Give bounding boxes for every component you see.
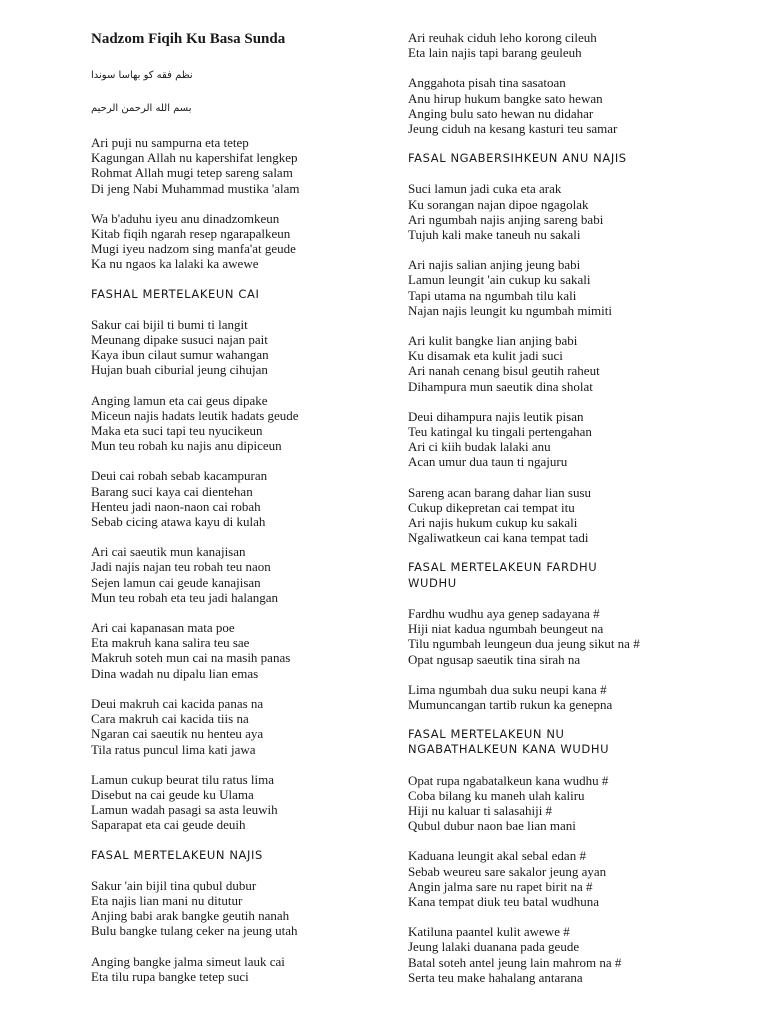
verse-line: Katiluna paantel kulit awewe # <box>408 924 570 940</box>
verse-line: Ari puji nu sampurna eta tetep <box>91 135 249 150</box>
verse-line: Suci lamun jadi cuka eta arak <box>408 181 562 197</box>
stanza <box>408 682 748 712</box>
verse-line: Kaya ibun cilaut sumur wahangan <box>91 347 269 363</box>
verse-line: Jadi najis najan teu robah teu naon <box>91 559 271 575</box>
stanza <box>91 468 431 529</box>
verse-line: Hiji niat kadua ngumbah beungeut na <box>408 621 604 637</box>
verse-line: Ngaliwatkeun cai kana tempat tadi <box>408 530 589 546</box>
verse-line: Cara makruh cai kacida tiis na <box>91 711 249 727</box>
verse-line: Opat ngusap saeutik tina sirah na <box>408 651 581 667</box>
verse-line: Serta teu make hahalang antarana <box>408 969 583 985</box>
verse-line: Najan najis leungit ku ngumbah mimiti <box>408 302 613 318</box>
verse-line: Sakur 'ain bijil tina qubul dubur <box>91 877 257 893</box>
section-heading-line: NGABATHALKEUN KANA WUDHU <box>408 742 610 757</box>
verse-line: Sakur cai bijil ti bumi ti langit <box>91 316 248 332</box>
stanza <box>91 393 431 454</box>
stanza <box>91 317 431 378</box>
verse-line: Ku disamak eta kulit jadi suci <box>408 348 563 364</box>
arabic-line: نظم فقه كو بهاسا سوندا <box>91 70 193 81</box>
verse-line: Anging lamun eta cai geus dipake <box>91 392 268 408</box>
stanza <box>91 620 431 681</box>
verse-line: Ka nu ngaos ka lalaki ka awewe <box>91 256 259 272</box>
verse-line: Barang suci kaya cai dientehan <box>91 483 253 499</box>
section-heading <box>408 727 748 757</box>
stanza <box>408 606 748 667</box>
stanza <box>408 257 748 318</box>
verse-line: Anging bangke jalma simeut lauk cai <box>91 953 285 969</box>
verse-line: Ari cai saeutik mun kanajisan <box>91 544 246 560</box>
verse-line: Kaduana leungit akal sebal edan # <box>408 848 586 864</box>
verse-line: Maka eta suci tapi teu nyucikeun <box>91 423 263 439</box>
stanza <box>408 485 748 546</box>
verse-line: Deui dihampura najis leutik pisan <box>408 408 584 424</box>
verse-line: Coba bilang ku maneh ulah kaliru <box>408 787 585 803</box>
right-column <box>408 30 748 1000</box>
verse-line: Ari nanah cenang bisul geutih raheut <box>408 363 600 379</box>
stanza <box>408 773 748 834</box>
verse-line: Meunang dipake susuci najan pait <box>91 332 268 348</box>
verse-line: Deui makruh cai kacida panas na <box>91 695 264 711</box>
verse-line: Teu katingal ku tingali pertengahan <box>408 424 592 440</box>
verse-line: Jeung ciduh na kesang kasturi teu samar <box>408 121 618 137</box>
stanza <box>91 135 431 196</box>
verse-line: Mun teu robah ku najis anu dipiceun <box>91 438 282 454</box>
stanza <box>91 772 431 833</box>
verse-line: Eta makruh kana salira teu sae <box>91 635 250 651</box>
verse-line: Eta lain najis tapi barang geuleuh <box>408 45 582 61</box>
stanza <box>408 409 748 470</box>
verse-line: Jeung lalaki duanana pada geude <box>408 939 580 955</box>
verse-line: Ari kulit bangke lian anjing babi <box>408 333 578 349</box>
stanza <box>408 181 748 242</box>
stanza <box>408 333 748 394</box>
verse-line: Ku sorangan najan dipoe ngagolak <box>408 196 589 212</box>
verse-line: Lamun cukup beurat tilu ratus lima <box>91 771 275 787</box>
verse-line: Hujan buah ciburial jeung cihujan <box>91 362 268 378</box>
verse-line: Wa b'aduhu iyeu anu dinadzomkeun <box>91 210 280 226</box>
section-heading: FASAL MERTELAKEUN NAJIS <box>91 847 263 862</box>
verse-line: Sareng acan barang dahar lian susu <box>408 484 592 500</box>
stanza <box>408 75 748 136</box>
stanza <box>91 544 431 605</box>
stanza <box>91 696 431 757</box>
stanza <box>408 924 748 985</box>
verse-line: Sebab weureu sare sakalor jeung ayan <box>408 863 607 879</box>
verse-line: Opat rupa ngabatalkeun kana wudhu # <box>408 772 609 788</box>
section-heading: FASHAL MERTELAKEUN CAI <box>91 286 260 301</box>
verse-line: Dina wadah nu dipalu lian emas <box>91 665 259 681</box>
verse-line: Fardhu wudhu aya genep sadayana # <box>408 605 600 621</box>
section-heading: FASAL NGABERSIHKEUN ANU NAJIS <box>408 151 627 166</box>
verse-line: Di jeng Nabi Muhammad mustika 'alam <box>91 180 300 196</box>
stanza <box>408 848 748 909</box>
stanza <box>91 211 431 272</box>
verse-line: Saparapat eta cai geude deuih <box>91 817 246 833</box>
verse-line: Eta najis lian mani nu ditutur <box>91 892 243 908</box>
left-column <box>91 30 431 999</box>
verse-line: Kitab fiqih ngarah resep ngarapalkeun <box>91 226 291 242</box>
verse-line: Ari ci kiih budak lalaki anu <box>408 439 551 455</box>
verse-line: Qubul dubur naon bae lian mani <box>408 818 576 834</box>
section-heading-line: WUDHU <box>408 575 457 590</box>
verse-line: Eta tilu rupa bangke tetep suci <box>91 968 249 984</box>
verse-line: Anggahota pisah tina sasatoan <box>408 75 566 91</box>
verse-line: Anging bulu sato hewan nu didahar <box>408 105 594 121</box>
verse-line: Tilu ngumbah leungeun dua jeung sikut na # <box>408 636 640 652</box>
verse-line: Hiji nu kaluar ti salasahiji # <box>408 802 553 818</box>
verse-line: Mugi iyeu nadzom sing manfa'at geude <box>91 241 296 257</box>
verse-line: Kana tempat diuk teu batal wudhuna <box>408 893 599 909</box>
verse-line: Ari najis salian anjing jeung babi <box>408 257 581 273</box>
verse-line: Disebut na cai geude ku Ulama <box>91 786 254 802</box>
verse-line: Sebab cicing atawa kayu di kulah <box>91 514 266 530</box>
verse-line: Lamun leungit 'ain cukup ku sakali <box>408 272 591 288</box>
verse-line: Rohmat Allah mugi tetep sareng salam <box>91 165 293 181</box>
verse-line: Lamun wadah pasagi sa asta leuwih <box>91 802 278 818</box>
verse-line: Ari cai kapanasan mata poe <box>91 620 235 636</box>
verse-line: Acan umur dua taun ti ngajuru <box>408 454 568 470</box>
verse-line: Kagungan Allah nu kapershifat lengkep <box>91 150 298 166</box>
verse-line: Anu hirup hukum bangke sato hewan <box>408 90 603 106</box>
document-title: Nadzom Fiqih Ku Basa Sunda <box>91 31 286 47</box>
section-heading-line: FASAL MERTELAKEUN FARDHU <box>408 560 598 575</box>
verse-line: Henteu jadi naon-naon cai robah <box>91 498 261 514</box>
section-heading <box>408 560 748 590</box>
verse-line: Sejen lamun cai geude kanajisan <box>91 574 261 590</box>
verse-line: Cukup dikepretan cai tempat itu <box>408 499 575 515</box>
verse-line: Miceun najis hadats leutik hadats geude <box>91 407 299 423</box>
arabic-line: بسم الله الرحمن الرحيم <box>91 103 192 114</box>
stanza <box>408 30 748 60</box>
stanza <box>91 954 431 984</box>
verse-line: Tujuh kali make taneuh nu sakali <box>408 227 581 243</box>
verse-line: Makruh soteh mun cai na masih panas <box>91 650 291 666</box>
verse-line: Ari najis hukum cukup ku sakali <box>408 515 578 531</box>
verse-line: Ngaran cai saeutik nu henteu aya <box>91 726 264 742</box>
verse-line: Angin jalma sare nu rapet birit na # <box>408 878 593 894</box>
verse-line: Deui cai robah sebab kacampuran <box>91 468 268 484</box>
verse-line: Batal soteh antel jeung lain mahrom na # <box>408 954 622 970</box>
verse-line: Tapi utama na ngumbah tilu kali <box>408 287 577 303</box>
verse-line: Mun teu robah eta teu jadi halangan <box>91 589 278 605</box>
verse-line: Ari reuhak ciduh leho korong cileuh <box>408 30 597 45</box>
verse-line: Anjing babi arak bangke geutih nanah <box>91 908 290 924</box>
section-heading-line: FASAL MERTELAKEUN NU <box>408 727 565 742</box>
verse-line: Ari ngumbah najis anjing sareng babi <box>408 211 604 227</box>
verse-line: Bulu bangke tulang ceker na jeung utah <box>91 923 298 939</box>
verse-line: Tila ratus puncul lima kati jawa <box>91 741 256 757</box>
verse-line: Dihampura mun saeutik dina sholat <box>408 378 593 394</box>
stanza <box>91 878 431 939</box>
verse-line: Mumuncangan tartib rukun ka genepna <box>408 696 613 712</box>
verse-line: Lima ngumbah dua suku neupi kana # <box>408 681 607 697</box>
